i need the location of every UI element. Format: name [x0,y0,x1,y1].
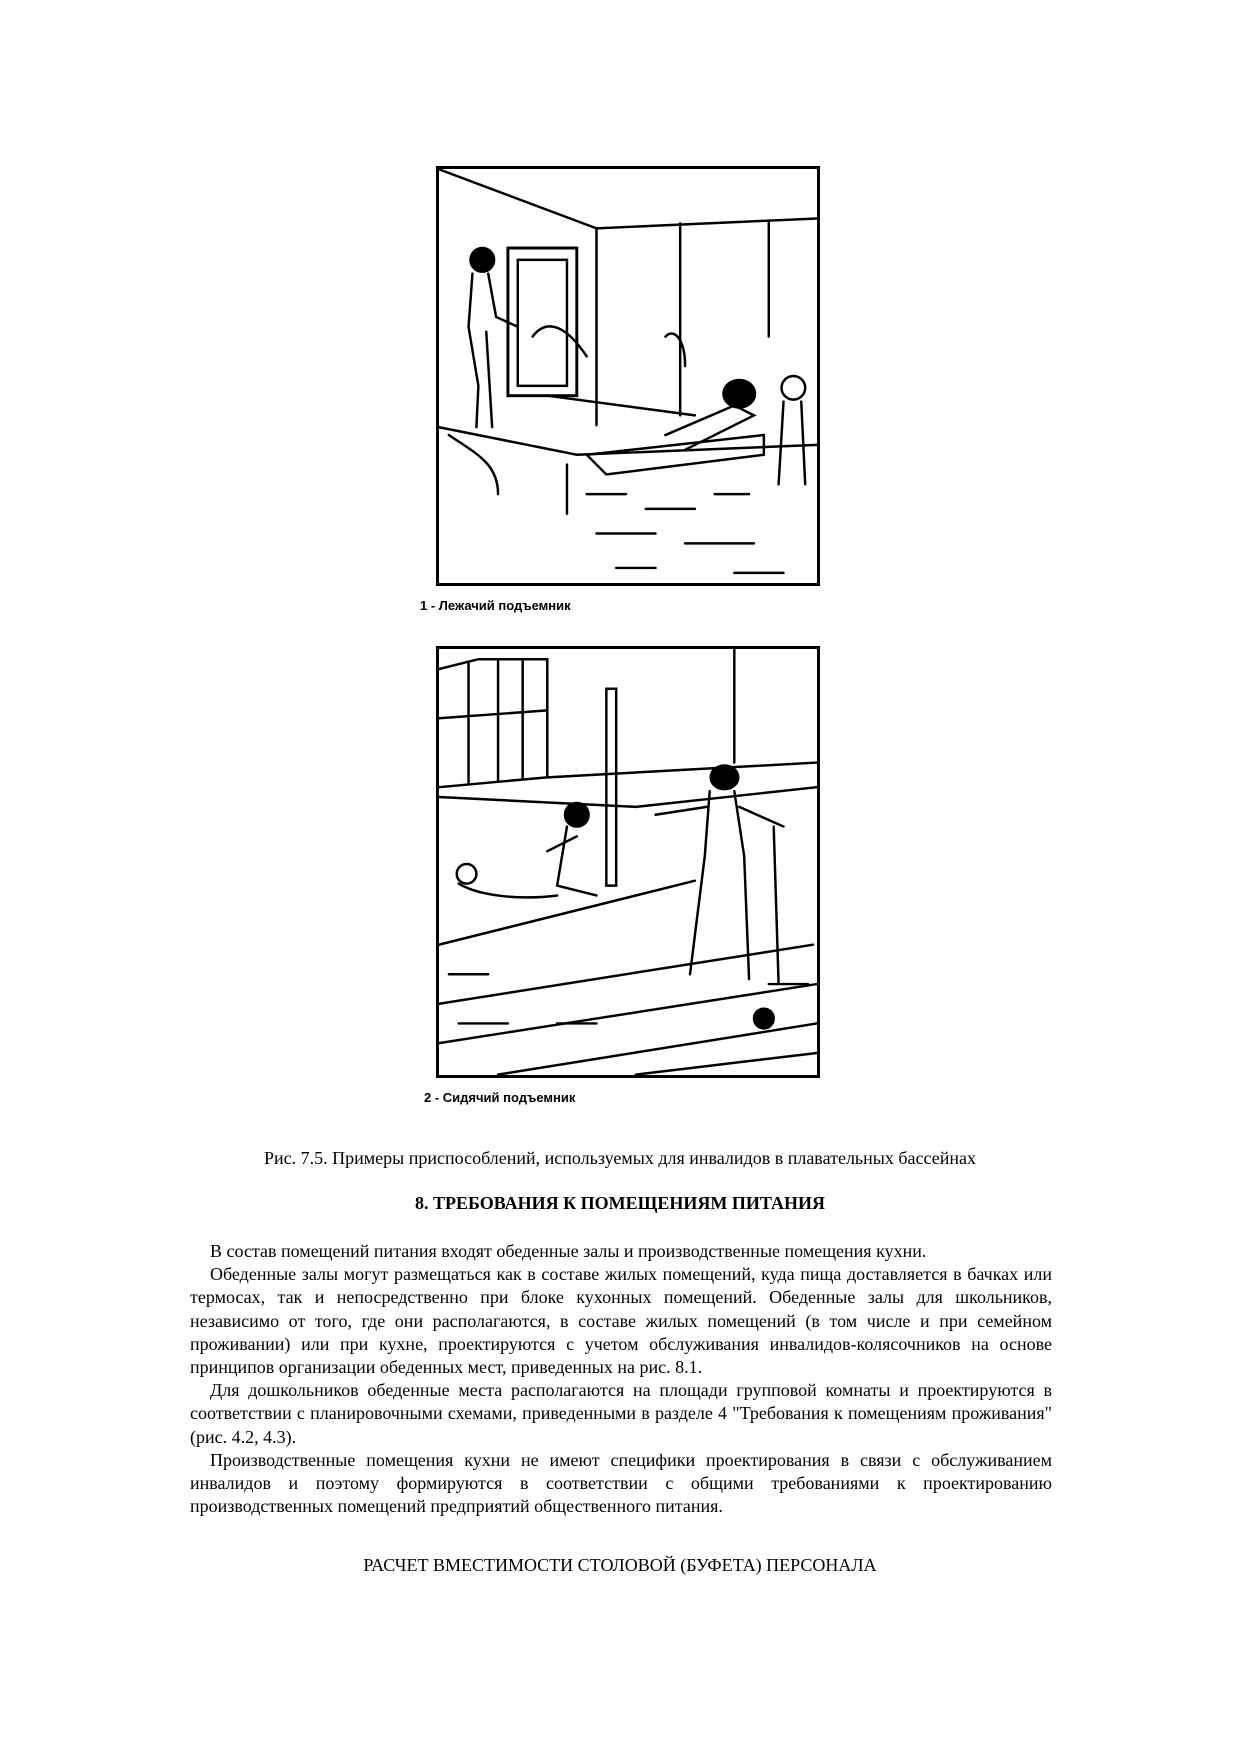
paragraph: В состав помещений питания входят обеденные залы и производственные помещения кухни. [210,1241,927,1261]
paragraph: Обеденные залы могут размещаться как в составе жилых помещений, куда пища доставляется в бачках или термосах, так и непосредственно при блоке кухонных помещений. Обеденные залы для школьников, независимо от того, где они располагаются, в составе жилых помещений (в том числе и при семейном проживании) или при кухне, проектируются с учетом обслуживания инвалидов-колясочников на основе принципов организации обеденных мест, приведенных на рис. 8.1. [190,1264,1052,1378]
lying-lift-illustration [439,169,817,583]
figure-sitting-lift [436,646,820,1078]
section-body [190,1240,1052,1518]
subsection-title: РАСЧЕТ ВМЕСТИМОСТИ СТОЛОВОЙ (БУФЕТА) ПЕРСОНАЛА [363,1555,877,1575]
section-heading: 8. ТРЕБОВАНИЯ К ПОМЕЩЕНИЯМ ПИТАНИЯ [414,1193,826,1213]
figure-lying-lift [436,166,820,586]
figure-1-label: 1 - Лежачий подъемник [420,598,571,613]
paragraph: Производственные помещения кухни не имеют специфики проектирования в связи с обслуживанием инвалидов и поэтому формируются в соответствии с общими требованиями к проектированию производственных помещений предприятий общественного питания. [190,1449,1052,1517]
sitting-lift-illustration [439,649,817,1075]
figure-caption: Рис. 7.5. Примеры приспособлений, используемых для инвалидов в плавательных бассейнах [264,1148,976,1168]
paragraph: Для дошкольников обеденные места располагаются на площади групповой комнаты и проектируются в соответствии с планировочными схемами, приведенными в разделе 4 "Требования к помещениям проживания" (рис. 4.2, 4.3). [190,1380,1052,1447]
figure-2-label: 2 - Сидячий подъемник [424,1090,576,1105]
